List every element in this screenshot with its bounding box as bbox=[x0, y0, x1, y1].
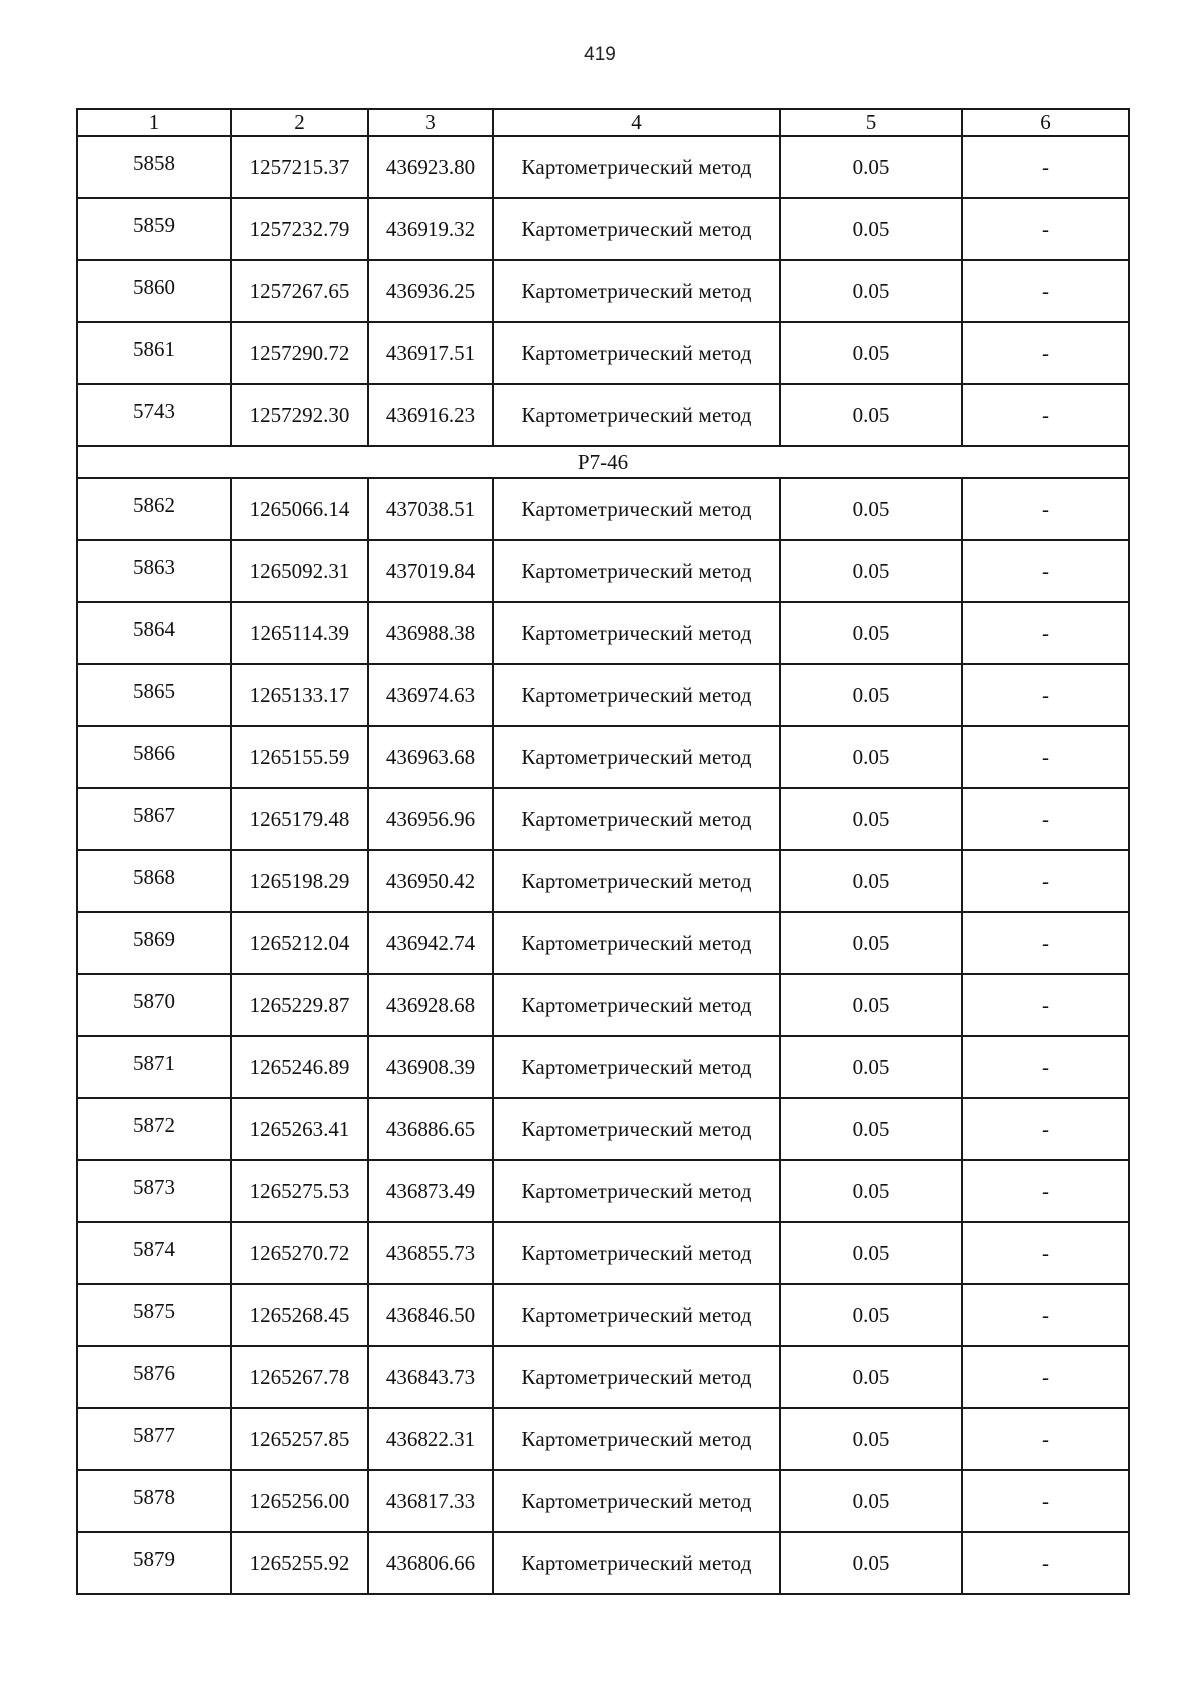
table-row bbox=[77, 322, 1129, 384]
table-row bbox=[77, 1098, 1129, 1160]
note-cell: - bbox=[962, 198, 1129, 260]
coordinate-x: 1265256.00 bbox=[231, 1470, 368, 1532]
coordinate-y: 437019.84 bbox=[368, 540, 493, 602]
point-number: 5870 bbox=[77, 974, 231, 1036]
coordinate-x: 1265179.48 bbox=[231, 788, 368, 850]
accuracy-cell: 0.05 bbox=[780, 1470, 962, 1532]
column-header-2: 2 bbox=[231, 109, 368, 136]
note-cell: - bbox=[962, 1284, 1129, 1346]
accuracy-cell: 0.05 bbox=[780, 322, 962, 384]
method-cell: Картометрический метод bbox=[493, 384, 780, 446]
table-row bbox=[77, 260, 1129, 322]
accuracy-cell: 0.05 bbox=[780, 1098, 962, 1160]
note-cell: - bbox=[962, 322, 1129, 384]
accuracy-cell: 0.05 bbox=[780, 1532, 962, 1594]
table-row bbox=[77, 1470, 1129, 1532]
method-cell: Картометрический метод bbox=[493, 726, 780, 788]
accuracy-cell: 0.05 bbox=[780, 1036, 962, 1098]
coordinate-x: 1265155.59 bbox=[231, 726, 368, 788]
coordinate-y: 436950.42 bbox=[368, 850, 493, 912]
method-cell: Картометрический метод bbox=[493, 322, 780, 384]
coordinate-y: 436923.80 bbox=[368, 136, 493, 198]
table-row bbox=[77, 602, 1129, 664]
section-title: Р7-46 bbox=[77, 446, 1129, 478]
table-row bbox=[77, 1346, 1129, 1408]
table-row bbox=[77, 1408, 1129, 1470]
method-cell: Картометрический метод bbox=[493, 136, 780, 198]
accuracy-cell: 0.05 bbox=[780, 1160, 962, 1222]
note-cell: - bbox=[962, 1098, 1129, 1160]
page-number: 419 bbox=[584, 44, 616, 65]
table-row bbox=[77, 912, 1129, 974]
method-cell: Картометрический метод bbox=[493, 602, 780, 664]
coordinate-x: 1265212.04 bbox=[231, 912, 368, 974]
table-header bbox=[77, 109, 1129, 136]
table-row bbox=[77, 726, 1129, 788]
point-number: 5860 bbox=[77, 260, 231, 322]
table-row bbox=[77, 1222, 1129, 1284]
accuracy-cell: 0.05 bbox=[780, 1346, 962, 1408]
coordinates-table bbox=[76, 108, 1130, 1595]
method-cell: Картометрический метод bbox=[493, 1408, 780, 1470]
coordinate-y: 436843.73 bbox=[368, 1346, 493, 1408]
table-row bbox=[77, 1532, 1129, 1594]
point-number: 5873 bbox=[77, 1160, 231, 1222]
coordinate-x: 1265198.29 bbox=[231, 850, 368, 912]
point-number: 5879 bbox=[77, 1532, 231, 1594]
coordinate-y: 436928.68 bbox=[368, 974, 493, 1036]
point-number: 5877 bbox=[77, 1408, 231, 1470]
method-cell: Картометрический метод bbox=[493, 1284, 780, 1346]
coordinate-x: 1265092.31 bbox=[231, 540, 368, 602]
coordinate-y: 436886.65 bbox=[368, 1098, 493, 1160]
note-cell: - bbox=[962, 788, 1129, 850]
method-cell: Картометрический метод bbox=[493, 788, 780, 850]
section-a-rows bbox=[77, 136, 1129, 446]
note-cell: - bbox=[962, 540, 1129, 602]
accuracy-cell: 0.05 bbox=[780, 260, 962, 322]
section-title-row bbox=[77, 446, 1129, 478]
method-cell: Картометрический метод bbox=[493, 974, 780, 1036]
point-number: 5862 bbox=[77, 478, 231, 540]
method-cell: Картометрический метод bbox=[493, 1222, 780, 1284]
point-number: 5864 bbox=[77, 602, 231, 664]
method-cell: Картометрический метод bbox=[493, 912, 780, 974]
coordinate-y: 436908.39 bbox=[368, 1036, 493, 1098]
point-number: 5874 bbox=[77, 1222, 231, 1284]
method-cell: Картометрический метод bbox=[493, 1532, 780, 1594]
coordinate-y: 436917.51 bbox=[368, 322, 493, 384]
column-header-4: 4 bbox=[493, 109, 780, 136]
coordinate-x: 1265270.72 bbox=[231, 1222, 368, 1284]
note-cell: - bbox=[962, 478, 1129, 540]
coordinate-x: 1265257.85 bbox=[231, 1408, 368, 1470]
coordinate-y: 436942.74 bbox=[368, 912, 493, 974]
accuracy-cell: 0.05 bbox=[780, 602, 962, 664]
note-cell: - bbox=[962, 1036, 1129, 1098]
note-cell: - bbox=[962, 1160, 1129, 1222]
coordinate-x: 1265066.14 bbox=[231, 478, 368, 540]
accuracy-cell: 0.05 bbox=[780, 788, 962, 850]
coordinate-y: 436974.63 bbox=[368, 664, 493, 726]
note-cell: - bbox=[962, 602, 1129, 664]
point-number: 5872 bbox=[77, 1098, 231, 1160]
note-cell: - bbox=[962, 974, 1129, 1036]
table-row bbox=[77, 788, 1129, 850]
table-row bbox=[77, 384, 1129, 446]
accuracy-cell: 0.05 bbox=[780, 478, 962, 540]
accuracy-cell: 0.05 bbox=[780, 384, 962, 446]
coordinate-y: 436817.33 bbox=[368, 1470, 493, 1532]
note-cell: - bbox=[962, 850, 1129, 912]
accuracy-cell: 0.05 bbox=[780, 136, 962, 198]
coordinate-y: 436873.49 bbox=[368, 1160, 493, 1222]
method-cell: Картометрический метод bbox=[493, 1346, 780, 1408]
table-row bbox=[77, 1036, 1129, 1098]
coordinate-x: 1265133.17 bbox=[231, 664, 368, 726]
coordinate-x: 1257215.37 bbox=[231, 136, 368, 198]
coordinate-x: 1265268.45 bbox=[231, 1284, 368, 1346]
point-number: 5878 bbox=[77, 1470, 231, 1532]
accuracy-cell: 0.05 bbox=[780, 1284, 962, 1346]
column-header-6: 6 bbox=[962, 109, 1129, 136]
coordinate-y: 436963.68 bbox=[368, 726, 493, 788]
coordinate-x: 1257292.30 bbox=[231, 384, 368, 446]
coordinate-x: 1265275.53 bbox=[231, 1160, 368, 1222]
coordinate-x: 1257267.65 bbox=[231, 260, 368, 322]
point-number: 5743 bbox=[77, 384, 231, 446]
accuracy-cell: 0.05 bbox=[780, 1222, 962, 1284]
coordinate-y: 436919.32 bbox=[368, 198, 493, 260]
coordinate-x: 1265255.92 bbox=[231, 1532, 368, 1594]
method-cell: Картометрический метод bbox=[493, 850, 780, 912]
accuracy-cell: 0.05 bbox=[780, 540, 962, 602]
note-cell: - bbox=[962, 726, 1129, 788]
method-cell: Картометрический метод bbox=[493, 260, 780, 322]
table-row bbox=[77, 850, 1129, 912]
coordinate-y: 437038.51 bbox=[368, 478, 493, 540]
note-cell: - bbox=[962, 1470, 1129, 1532]
coordinate-y: 436806.66 bbox=[368, 1532, 493, 1594]
note-cell: - bbox=[962, 260, 1129, 322]
point-number: 5869 bbox=[77, 912, 231, 974]
point-number: 5861 bbox=[77, 322, 231, 384]
accuracy-cell: 0.05 bbox=[780, 726, 962, 788]
method-cell: Картометрический метод bbox=[493, 540, 780, 602]
method-cell: Картометрический метод bbox=[493, 664, 780, 726]
note-cell: - bbox=[962, 1346, 1129, 1408]
coordinate-y: 436822.31 bbox=[368, 1408, 493, 1470]
table-row bbox=[77, 1284, 1129, 1346]
point-number: 5871 bbox=[77, 1036, 231, 1098]
point-number: 5876 bbox=[77, 1346, 231, 1408]
point-number: 5859 bbox=[77, 198, 231, 260]
accuracy-cell: 0.05 bbox=[780, 850, 962, 912]
note-cell: - bbox=[962, 1408, 1129, 1470]
note-cell: - bbox=[962, 664, 1129, 726]
coordinate-x: 1257232.79 bbox=[231, 198, 368, 260]
coordinate-y: 436988.38 bbox=[368, 602, 493, 664]
column-header-3: 3 bbox=[368, 109, 493, 136]
coordinate-x: 1257290.72 bbox=[231, 322, 368, 384]
table-row bbox=[77, 136, 1129, 198]
note-cell: - bbox=[962, 136, 1129, 198]
point-number: 5868 bbox=[77, 850, 231, 912]
note-cell: - bbox=[962, 384, 1129, 446]
point-number: 5875 bbox=[77, 1284, 231, 1346]
point-number: 5867 bbox=[77, 788, 231, 850]
point-number: 5865 bbox=[77, 664, 231, 726]
note-cell: - bbox=[962, 1532, 1129, 1594]
accuracy-cell: 0.05 bbox=[780, 974, 962, 1036]
note-cell: - bbox=[962, 912, 1129, 974]
note-cell: - bbox=[962, 1222, 1129, 1284]
point-number: 5858 bbox=[77, 136, 231, 198]
coordinate-x: 1265114.39 bbox=[231, 602, 368, 664]
table-row bbox=[77, 664, 1129, 726]
method-cell: Картометрический метод bbox=[493, 198, 780, 260]
table-row bbox=[77, 540, 1129, 602]
coordinate-y: 436846.50 bbox=[368, 1284, 493, 1346]
coordinate-x: 1265229.87 bbox=[231, 974, 368, 1036]
section-b-heading bbox=[77, 446, 1129, 478]
coordinate-y: 436936.25 bbox=[368, 260, 493, 322]
method-cell: Картометрический метод bbox=[493, 1036, 780, 1098]
coordinate-x: 1265263.41 bbox=[231, 1098, 368, 1160]
accuracy-cell: 0.05 bbox=[780, 664, 962, 726]
column-header-5: 5 bbox=[780, 109, 962, 136]
method-cell: Картометрический метод bbox=[493, 478, 780, 540]
coordinate-x: 1265246.89 bbox=[231, 1036, 368, 1098]
accuracy-cell: 0.05 bbox=[780, 198, 962, 260]
accuracy-cell: 0.05 bbox=[780, 912, 962, 974]
method-cell: Картометрический метод bbox=[493, 1098, 780, 1160]
table-row bbox=[77, 974, 1129, 1036]
table-row bbox=[77, 198, 1129, 260]
table-row bbox=[77, 1160, 1129, 1222]
accuracy-cell: 0.05 bbox=[780, 1408, 962, 1470]
coordinate-y: 436956.96 bbox=[368, 788, 493, 850]
coordinate-y: 436855.73 bbox=[368, 1222, 493, 1284]
coordinate-y: 436916.23 bbox=[368, 384, 493, 446]
point-number: 5863 bbox=[77, 540, 231, 602]
table-row bbox=[77, 478, 1129, 540]
point-number: 5866 bbox=[77, 726, 231, 788]
coordinate-x: 1265267.78 bbox=[231, 1346, 368, 1408]
column-header-1: 1 bbox=[77, 109, 231, 136]
section-b-rows bbox=[77, 478, 1129, 1594]
method-cell: Картометрический метод bbox=[493, 1160, 780, 1222]
header-row bbox=[77, 109, 1129, 136]
method-cell: Картометрический метод bbox=[493, 1470, 780, 1532]
